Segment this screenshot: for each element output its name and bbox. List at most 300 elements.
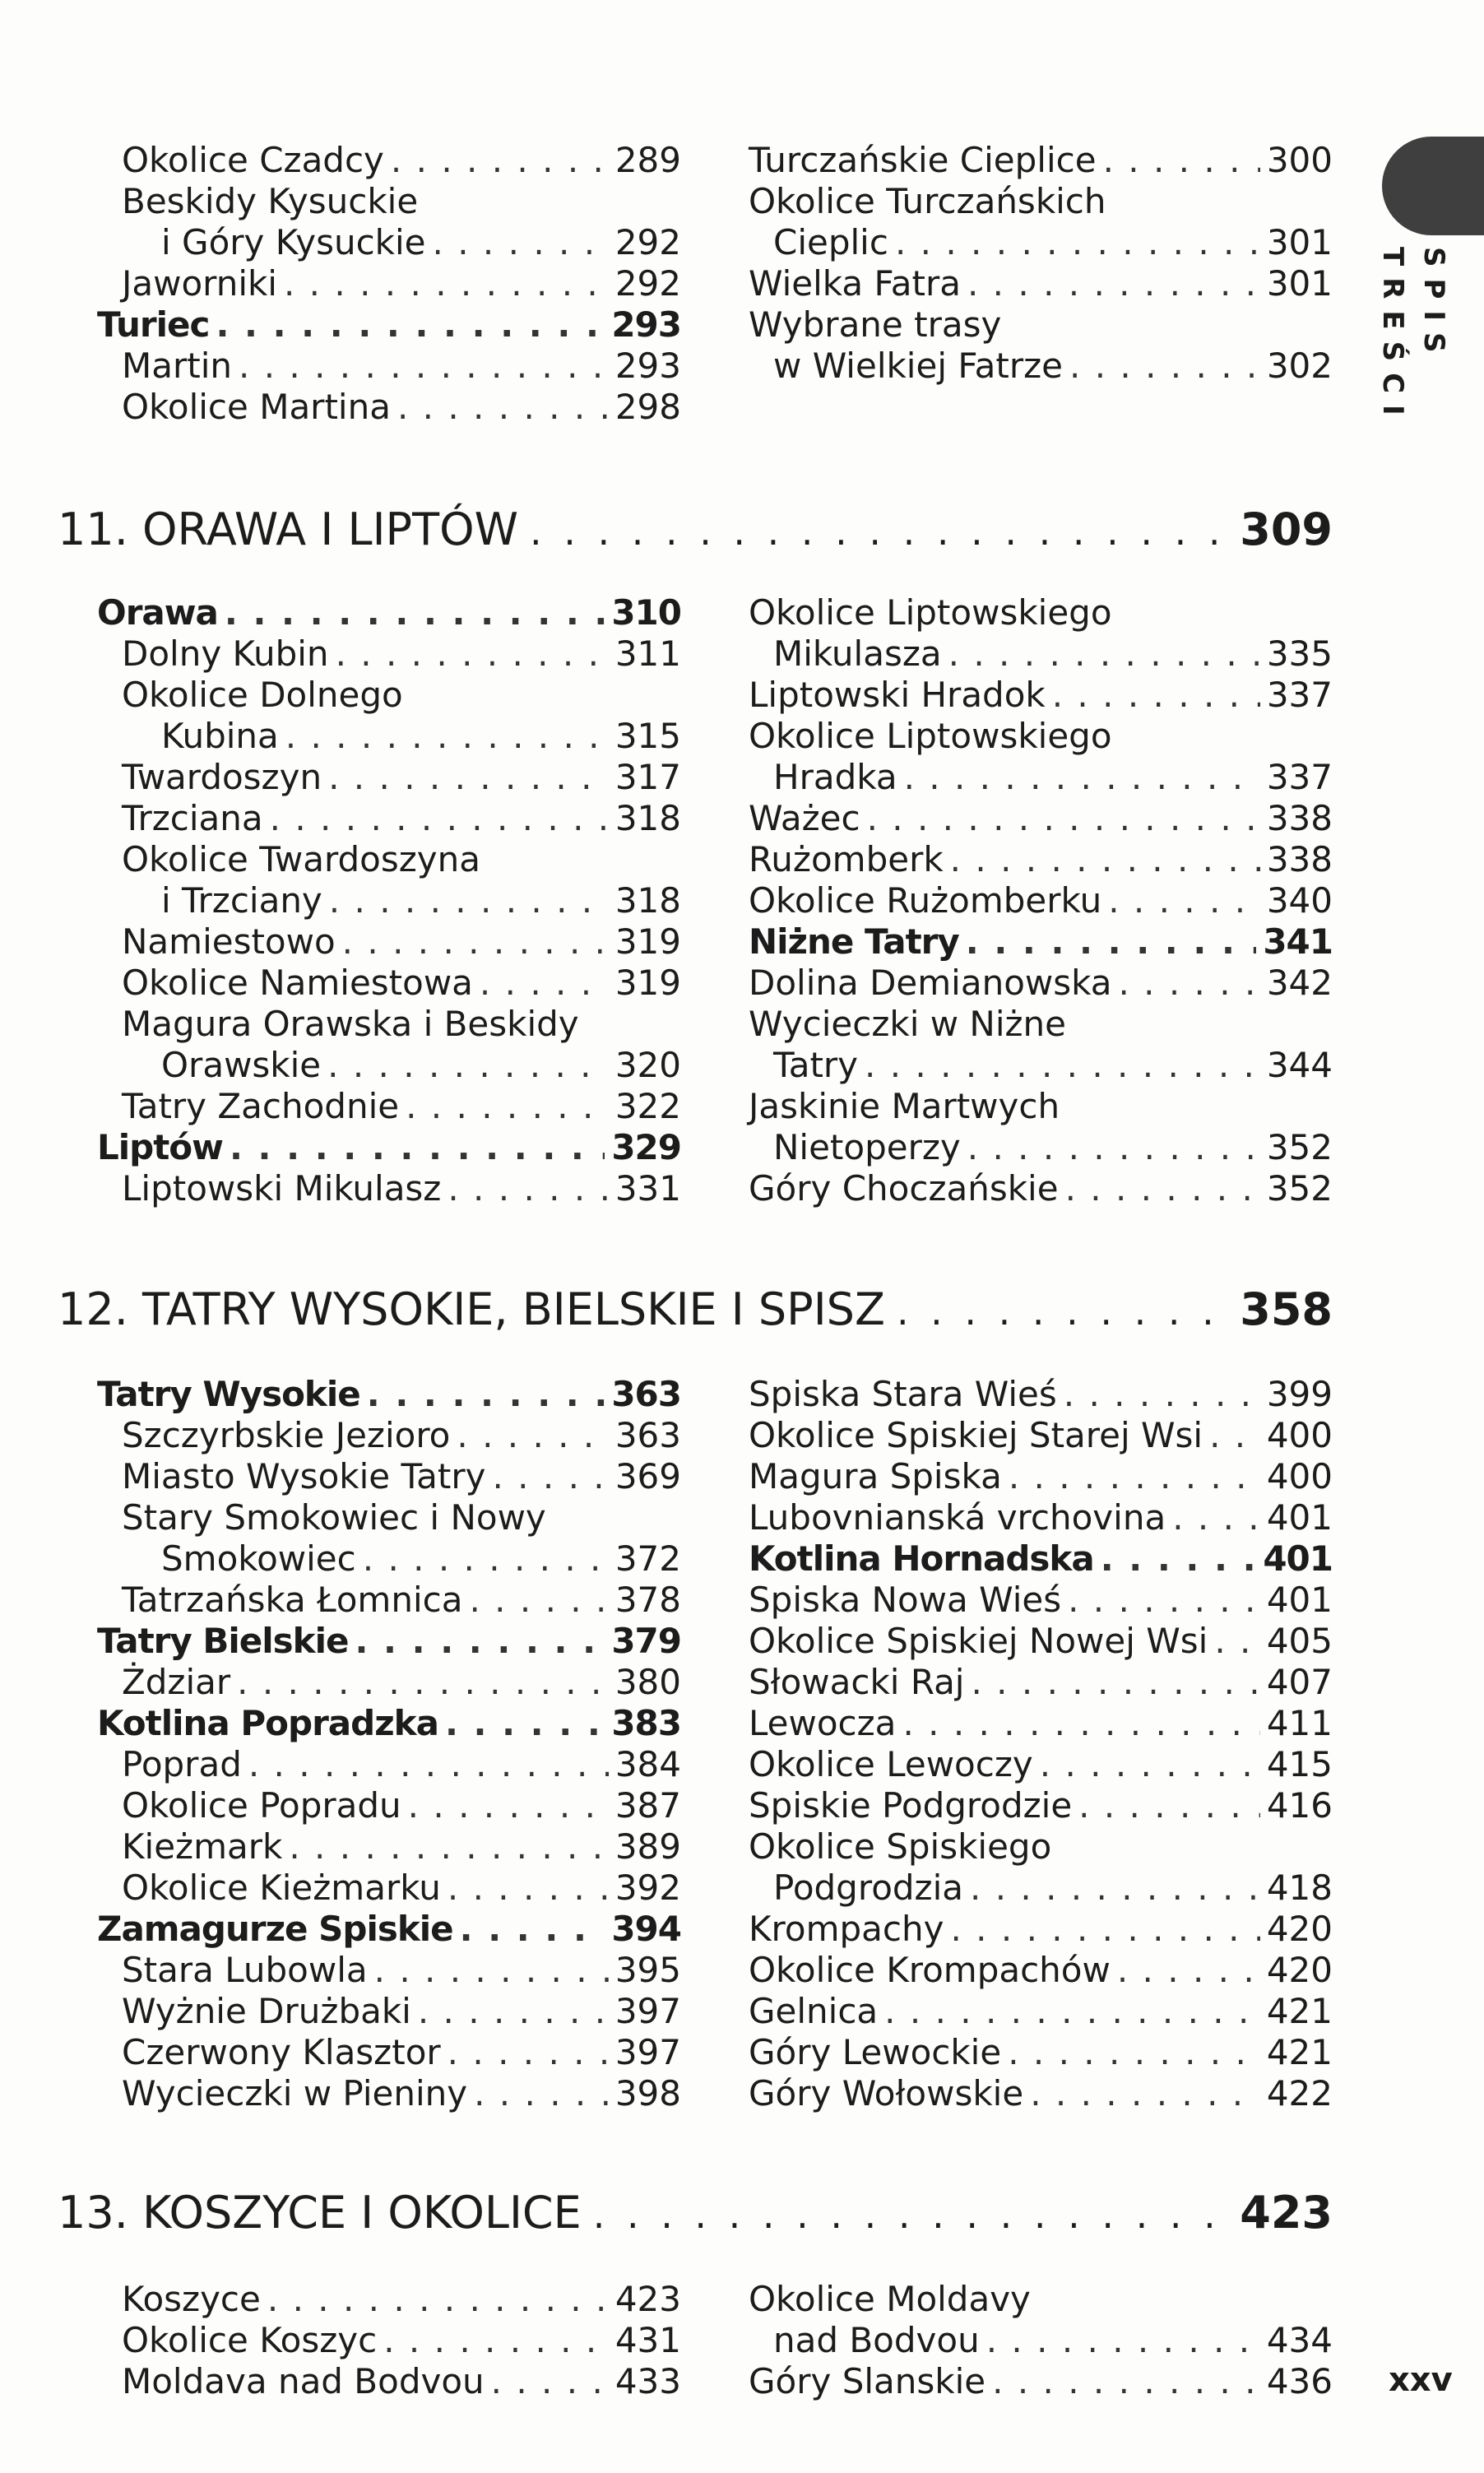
- toc-entry[interactable]: [749, 1580, 1333, 1621]
- toc-entry-label: Okolice Lewoczy: [749, 1744, 1033, 1784]
- toc-entry[interactable]: [97, 140, 681, 181]
- toc-entry-page-number: 319: [614, 963, 681, 1003]
- toc-entry: [97, 1004, 681, 1045]
- leader-dots: [460, 1909, 605, 1950]
- toc-entry: [97, 181, 681, 222]
- toc-section-entry[interactable]: [97, 592, 681, 633]
- leader-dots: [966, 921, 1257, 963]
- leader-dots: [355, 1621, 605, 1662]
- leader-dots: [336, 633, 609, 675]
- toc-section-entry[interactable]: [97, 1909, 681, 1950]
- toc-entry-page-number: 331: [614, 1168, 681, 1209]
- toc-section-entry[interactable]: [97, 1621, 681, 1662]
- toc-entry-label: Okolice Popradu: [122, 1785, 401, 1826]
- toc-entry-label: Moldava nad Bodvou: [122, 2361, 485, 2401]
- toc-entry-label: Mikulasza: [773, 633, 942, 674]
- toc-column-right: [749, 1374, 1333, 2114]
- toc-entry-page-number: 400: [1266, 1415, 1333, 1455]
- toc-entry-page-number: 322: [614, 1086, 681, 1126]
- leader-dots: [469, 1580, 608, 1621]
- toc-entry[interactable]: [749, 1456, 1333, 1497]
- toc-entry[interactable]: [749, 2032, 1333, 2073]
- toc-block-chapter-12: [97, 1374, 1333, 2114]
- toc-entry: [97, 675, 681, 716]
- leader-dots: [406, 1086, 609, 1127]
- toc-entry-label: Okolice Spiskiego: [749, 1826, 1052, 1867]
- leader-dots: [1009, 1456, 1260, 1497]
- toc-entry-label: Góry Choczańskie: [749, 1168, 1059, 1209]
- toc-entry-label: Lewocza: [749, 1703, 897, 1743]
- leader-dots: [491, 2361, 609, 2402]
- leader-dots: [285, 716, 609, 757]
- leader-dots: [327, 1045, 609, 1086]
- toc-entry-page-number: 398: [614, 2073, 681, 2113]
- leader-dots: [950, 1909, 1259, 1950]
- toc-entry[interactable]: [749, 2073, 1333, 2114]
- toc-block-chapter-13: [97, 2279, 1333, 2402]
- toc-entry-label: i Góry Kysuckie: [161, 222, 426, 262]
- toc-entry-label: Góry Slanskie: [749, 2361, 986, 2401]
- toc-entry-label: Okolice Krompachów: [749, 1950, 1111, 1990]
- toc-entry-label: Koszyce: [122, 2279, 261, 2319]
- toc-entry[interactable]: [97, 2361, 681, 2402]
- toc-entry-page-number: 384: [614, 1744, 681, 1784]
- toc-entry-page-number: 395: [614, 1950, 681, 1990]
- toc-entry[interactable]: [749, 1703, 1333, 1744]
- toc-entry[interactable]: [97, 921, 681, 963]
- leader-dots: [986, 2320, 1260, 2361]
- toc-entry-page-number: 293: [611, 304, 681, 345]
- toc-entry-label: Cieplic: [773, 222, 888, 262]
- leader-dots: [342, 921, 609, 963]
- toc-entry: [749, 1004, 1333, 1045]
- toc-entry-label: Turiec: [97, 304, 210, 345]
- toc-entry-label: Okolice Moldavy: [749, 2279, 1031, 2319]
- leader-dots: [950, 839, 1260, 880]
- toc-section-entry[interactable]: [749, 921, 1333, 963]
- toc-entry-page-number: 369: [614, 1456, 681, 1496]
- leader-dots: [971, 1662, 1259, 1703]
- toc-entry[interactable]: [97, 798, 681, 839]
- leader-dots: [1209, 1415, 1260, 1456]
- toc-entry-page-number: 310: [611, 592, 681, 633]
- toc-entry-label: Okolice Martina: [122, 387, 391, 427]
- leader-dots: [248, 1744, 609, 1785]
- toc-entry[interactable]: [97, 1086, 681, 1127]
- toc-entry-label: Góry Wołowskie: [749, 2073, 1024, 2113]
- toc-entry-label: Stara Lubowla: [122, 1950, 368, 1990]
- leader-dots: [902, 1703, 1259, 1744]
- toc-entry-label: Okolice Koszyc: [122, 2320, 378, 2360]
- toc-entry[interactable]: [97, 346, 681, 387]
- toc-entry-label: Kieżmark: [122, 1826, 283, 1867]
- toc-entry-label: Ważec: [749, 798, 860, 838]
- toc-entry[interactable]: [97, 1045, 681, 1086]
- toc-entry[interactable]: [749, 839, 1333, 880]
- leader-dots: [867, 798, 1260, 839]
- toc-entry-label: Słowacki Raj: [749, 1662, 965, 1702]
- toc-entry[interactable]: [97, 880, 681, 921]
- toc-entry[interactable]: [749, 1374, 1333, 1415]
- toc-entry[interactable]: [97, 263, 681, 304]
- toc-entry-page-number: 434: [1266, 2320, 1333, 2360]
- toc-entry[interactable]: [749, 2361, 1333, 2402]
- toc-entry-page-number: 420: [1266, 1909, 1333, 1949]
- toc-entry-label: Zamagurze Spiskie: [97, 1909, 453, 1949]
- toc-entry[interactable]: [97, 1662, 681, 1703]
- toc-section-entry[interactable]: [97, 1374, 681, 1415]
- chapter-heading-13[interactable]: [58, 2187, 1333, 2241]
- toc-entry[interactable]: [749, 1785, 1333, 1826]
- toc-entry-label: Góry Lewockie: [749, 2032, 1002, 2072]
- leader-dots: [374, 1950, 609, 1991]
- toc-entry-label: i Trzciany: [161, 880, 322, 921]
- toc-entry-page-number: 363: [611, 1374, 681, 1414]
- toc-entry-label: nad Bodvou: [773, 2320, 980, 2360]
- toc-entry-label: Wielka Fatra: [749, 263, 961, 304]
- toc-entry[interactable]: [749, 2320, 1333, 2361]
- toc-entry[interactable]: [97, 1868, 681, 1909]
- chapter-heading-11[interactable]: [58, 503, 1333, 558]
- toc-entry[interactable]: [749, 1127, 1333, 1168]
- toc-entry-label: Żdziar: [122, 1662, 231, 1702]
- leader-dots: [593, 2187, 1229, 2241]
- toc-entry-page-number: 436: [1266, 2361, 1333, 2401]
- toc-entry: [97, 839, 681, 880]
- leader-dots: [289, 1826, 608, 1868]
- toc-entry-page-number: 337: [1266, 675, 1333, 715]
- leader-dots: [408, 1785, 609, 1826]
- toc-entry: [749, 716, 1333, 757]
- toc-entry-label: Magura Orawska i Beskidy: [122, 1004, 579, 1044]
- toc-entry-page-number: 422: [1266, 2073, 1333, 2113]
- toc-entry-label: Nietoperzy: [773, 1127, 961, 1167]
- toc-entry-page-number: 337: [1266, 757, 1333, 797]
- toc-entry[interactable]: [97, 716, 681, 757]
- toc-entry[interactable]: [97, 1950, 681, 1991]
- leader-dots: [363, 1538, 609, 1580]
- toc-entry-page-number: 397: [614, 1991, 681, 2031]
- toc-entry-label: Liptowski Hradok: [749, 675, 1046, 715]
- toc-entry-label: Okolice Liptowskiego: [749, 592, 1112, 633]
- leader-dots: [884, 1991, 1260, 2032]
- toc-entry[interactable]: [749, 963, 1333, 1004]
- leader-dots: [480, 963, 609, 1004]
- toc-entry-page-number: 301: [1266, 263, 1333, 304]
- toc-entry-label: Namiestowo: [122, 921, 336, 962]
- leader-dots: [897, 1283, 1228, 1338]
- toc-entry-label: Jaskinie Martwych: [749, 1086, 1060, 1126]
- toc-entry[interactable]: [97, 2032, 681, 2073]
- toc-entry: [749, 1826, 1333, 1868]
- toc-entry-label: Orawa: [97, 592, 218, 633]
- toc-entry: [749, 181, 1333, 222]
- toc-entry-label: Okolice Twardoszyna: [122, 839, 481, 879]
- toc-entry[interactable]: [97, 2073, 681, 2114]
- leader-dots: [1030, 2073, 1260, 2114]
- toc-entry-label: Krompachy: [749, 1909, 944, 1949]
- toc-entry[interactable]: [749, 1168, 1333, 1209]
- toc-entry-label: Podgrodzia: [773, 1868, 963, 1908]
- toc-entry[interactable]: [749, 140, 1333, 181]
- leader-dots: [383, 2320, 609, 2361]
- leader-dots: [1065, 1168, 1260, 1209]
- toc-entry-page-number: 318: [614, 798, 681, 838]
- toc-entry-label: Okolice Namiestowa: [122, 963, 473, 1003]
- toc-entry-page-number: 380: [614, 1662, 681, 1702]
- leader-dots: [329, 880, 609, 921]
- toc-entry-label: Lubovnianská vrchovina: [749, 1497, 1166, 1538]
- toc-entry[interactable]: [97, 2320, 681, 2361]
- toc-entry-page-number: 415: [1266, 1744, 1333, 1784]
- toc-entry-label: Okolice Turczańskich: [749, 181, 1106, 221]
- toc-entry-label: Liptów: [97, 1127, 223, 1167]
- toc-entry[interactable]: [749, 757, 1333, 798]
- toc-entry-page-number: 315: [614, 716, 681, 756]
- toc-entry-page-number: 418: [1266, 1868, 1333, 1908]
- leader-dots: [391, 140, 609, 181]
- toc-entry-label: Trzciana: [122, 798, 263, 838]
- toc-entry[interactable]: [749, 1662, 1333, 1703]
- section-tab-marker: [1382, 137, 1484, 235]
- toc-entry[interactable]: [97, 222, 681, 263]
- toc-entry[interactable]: [749, 880, 1333, 921]
- leader-dots: [418, 1991, 609, 2032]
- leader-dots: [1078, 1785, 1260, 1826]
- toc-entry-label: Okolice Dolnego: [122, 675, 403, 715]
- toc-entry[interactable]: [749, 633, 1333, 675]
- leader-dots: [216, 304, 605, 346]
- leader-dots: [474, 2073, 609, 2114]
- toc-entry-label: Rużomberk: [749, 839, 944, 879]
- toc-entry[interactable]: [749, 1045, 1333, 1086]
- leader-dots: [270, 798, 609, 839]
- toc-entry-page-number: 405: [1266, 1621, 1333, 1661]
- leader-dots: [1118, 963, 1259, 1004]
- toc-entry-label: Okolice Rużomberku: [749, 880, 1102, 921]
- chapter-page-number: 309: [1240, 503, 1333, 555]
- toc-entry[interactable]: [97, 1456, 681, 1497]
- toc-entry-label: Wycieczki w Pieniny: [122, 2073, 468, 2113]
- toc-entry[interactable]: [97, 1826, 681, 1868]
- leader-dots: [457, 1415, 608, 1456]
- toc-entry-label: Liptowski Mikulasz: [122, 1168, 442, 1209]
- leader-dots: [1040, 1744, 1260, 1785]
- toc-entry-page-number: 378: [614, 1580, 681, 1620]
- leader-dots: [1008, 2032, 1260, 2073]
- toc-entry-page-number: 293: [614, 346, 681, 386]
- toc-entry[interactable]: [97, 633, 681, 675]
- toc-entry[interactable]: [749, 1415, 1333, 1456]
- toc-block-continued: [97, 140, 1333, 428]
- toc-entry-page-number: 400: [1266, 1456, 1333, 1496]
- toc-entry[interactable]: [749, 1744, 1333, 1785]
- chapter-title: 11. ORAWA I LIPTÓW: [58, 503, 518, 555]
- chapter-title: 13. KOSZYCE I OKOLICE: [58, 2187, 582, 2239]
- toc-entry-label: Okolice Czadcy: [122, 140, 384, 180]
- leader-dots: [367, 1374, 605, 1415]
- toc-entry-page-number: 397: [614, 2032, 681, 2072]
- toc-entry[interactable]: [97, 1538, 681, 1580]
- toc-entry-label: Okolice Kieżmarku: [122, 1868, 441, 1908]
- toc-entry[interactable]: [97, 1168, 681, 1209]
- toc-entry-label: Martin: [122, 346, 232, 386]
- chapter-heading-12[interactable]: [58, 1283, 1333, 1338]
- chapter-page-number: 358: [1240, 1283, 1333, 1335]
- toc-entry[interactable]: [97, 1991, 681, 2032]
- toc-entry[interactable]: [749, 1621, 1333, 1662]
- toc-entry[interactable]: [97, 1744, 681, 1785]
- leader-dots: [895, 222, 1260, 263]
- toc-entry-label: Beskidy Kysuckie: [122, 181, 419, 221]
- toc-entry[interactable]: [97, 387, 681, 428]
- toc-entry-label: Turczańskie Cieplice: [749, 140, 1097, 180]
- toc-entry-label: Szczyrbskie Jezioro: [122, 1415, 451, 1455]
- toc-entry-page-number: 352: [1266, 1168, 1333, 1209]
- leader-dots: [1103, 140, 1260, 181]
- toc-entry-page-number: 344: [1266, 1045, 1333, 1085]
- toc-entry-label: Kubina: [161, 716, 279, 756]
- leader-dots: [1068, 1580, 1260, 1621]
- toc-entry-page-number: 394: [611, 1909, 681, 1949]
- leader-dots: [1052, 675, 1260, 716]
- toc-entry: [749, 592, 1333, 633]
- toc-entry-page-number: 317: [614, 757, 681, 797]
- toc-entry-label: Orawskie: [161, 1045, 322, 1085]
- leader-dots: [448, 1168, 608, 1209]
- toc-entry[interactable]: [749, 798, 1333, 839]
- toc-entry-label: Czerwony Klasztor: [122, 2032, 441, 2072]
- leader-dots: [967, 263, 1260, 304]
- toc-entry[interactable]: [749, 1497, 1333, 1538]
- toc-column-right: [749, 592, 1333, 1209]
- toc-entry-page-number: 387: [614, 1785, 681, 1826]
- section-side-label: SPIS TREŚCI: [1376, 247, 1450, 427]
- toc-entry[interactable]: [749, 346, 1333, 387]
- toc-entry-page-number: 292: [614, 222, 681, 262]
- toc-entry-label: Twardoszyn: [122, 757, 322, 797]
- toc-entry-label: Hradka: [773, 757, 897, 797]
- toc-entry[interactable]: [97, 1785, 681, 1826]
- toc-entry-page-number: 401: [1266, 1580, 1333, 1620]
- leader-dots: [992, 2361, 1260, 2402]
- toc-entry-label: Miasto Wysokie Tatry: [122, 1456, 486, 1496]
- toc-section-entry[interactable]: [97, 304, 681, 346]
- toc-entry[interactable]: [97, 2279, 681, 2320]
- toc-entry-page-number: 318: [614, 880, 681, 921]
- toc-entry-label: Okolice Liptowskiego: [749, 716, 1112, 756]
- toc-entry-page-number: 340: [1266, 880, 1333, 921]
- leader-dots: [397, 387, 609, 428]
- leader-dots: [284, 263, 609, 304]
- toc-entry-page-number: 342: [1266, 963, 1333, 1003]
- toc-entry[interactable]: [97, 1415, 681, 1456]
- toc-column-left: [97, 1374, 681, 2114]
- toc-entry[interactable]: [97, 757, 681, 798]
- toc-entry-page-number: 300: [1266, 140, 1333, 180]
- toc-entry-label: Dolny Kubin: [122, 633, 329, 674]
- toc-entry-page-number: 320: [614, 1045, 681, 1085]
- leader-dots: [530, 503, 1228, 558]
- toc-entry[interactable]: [749, 1991, 1333, 2032]
- leader-dots: [1117, 1950, 1260, 1991]
- leader-dots: [445, 1703, 605, 1744]
- toc-section-entry[interactable]: [749, 1538, 1333, 1580]
- toc-entry: [749, 1086, 1333, 1127]
- toc-entry-page-number: 319: [614, 921, 681, 962]
- toc-entry[interactable]: [749, 1909, 1333, 1950]
- toc-block-chapter-11: [97, 592, 1333, 1209]
- toc-entry-page-number: 431: [614, 2320, 681, 2360]
- toc-entry-label: Wycieczki w Niżne: [749, 1004, 1067, 1044]
- toc-entry-page-number: 389: [614, 1826, 681, 1867]
- toc-entry[interactable]: [749, 222, 1333, 263]
- toc-entry-page-number: 302: [1266, 346, 1333, 386]
- leader-dots: [237, 1662, 609, 1703]
- toc-entry-page-number: 401: [1266, 1497, 1333, 1538]
- toc-section-entry[interactable]: [97, 1127, 681, 1168]
- leader-dots: [225, 592, 605, 633]
- toc-entry-page-number: 421: [1266, 1991, 1333, 2031]
- leader-dots: [1108, 880, 1260, 921]
- toc-column-left: [97, 140, 681, 428]
- toc-entry-page-number: 423: [614, 2279, 681, 2319]
- toc-entry: [97, 1497, 681, 1538]
- toc-entry[interactable]: [749, 1868, 1333, 1909]
- toc-column-right: [749, 2279, 1333, 2402]
- toc-entry-label: Tatry: [773, 1045, 859, 1085]
- toc-entry-label: w Wielkiej Fatrze: [773, 346, 1063, 386]
- toc-entry-label: Niżne Tatry: [749, 921, 959, 962]
- toc-section-entry[interactable]: [97, 1703, 681, 1744]
- toc-entry-label: Tatry Wysokie: [97, 1374, 360, 1414]
- toc-entry-label: Dolina Demianowska: [749, 963, 1112, 1003]
- toc-entry-label: Wybrane trasy: [749, 304, 1002, 345]
- toc-entry-page-number: 341: [1263, 921, 1333, 962]
- toc-entry-page-number: 301: [1266, 222, 1333, 262]
- leader-dots: [865, 1045, 1260, 1086]
- toc-entry-label: Spiska Stara Wieś: [749, 1374, 1057, 1414]
- leader-dots: [904, 757, 1260, 798]
- leader-dots: [1101, 1538, 1257, 1580]
- toc-entry-label: Smokowiec: [161, 1538, 356, 1579]
- toc-entry-page-number: 399: [1266, 1374, 1333, 1414]
- toc-entry-page-number: 420: [1266, 1950, 1333, 1990]
- toc-entry-label: Spiskie Podgrodzie: [749, 1785, 1073, 1826]
- toc-entry-page-number: 383: [611, 1703, 681, 1743]
- toc-entry[interactable]: [749, 675, 1333, 716]
- leader-dots: [970, 1868, 1260, 1909]
- toc-entry[interactable]: [97, 1580, 681, 1621]
- toc-entry[interactable]: [749, 263, 1333, 304]
- toc-entry-page-number: 338: [1266, 798, 1333, 838]
- toc-entry[interactable]: [749, 1950, 1333, 1991]
- toc-entry-label: Tatry Bielskie: [97, 1621, 349, 1661]
- toc-column-left: [97, 592, 681, 1209]
- leader-dots: [492, 1456, 608, 1497]
- toc-entry-page-number: 363: [614, 1415, 681, 1455]
- toc-entry-page-number: 416: [1266, 1785, 1333, 1826]
- toc-entry-page-number: 421: [1266, 2032, 1333, 2072]
- toc-entry-label: Tatry Zachodnie: [122, 1086, 400, 1126]
- toc-entry-page-number: 298: [614, 387, 681, 427]
- leader-dots: [1172, 1497, 1260, 1538]
- toc-entry-page-number: 289: [614, 140, 681, 180]
- toc-entry-page-number: 407: [1266, 1662, 1333, 1702]
- toc-entry-page-number: 401: [1263, 1538, 1333, 1579]
- toc-entry-page-number: 329: [611, 1127, 681, 1167]
- toc-entry[interactable]: [97, 963, 681, 1004]
